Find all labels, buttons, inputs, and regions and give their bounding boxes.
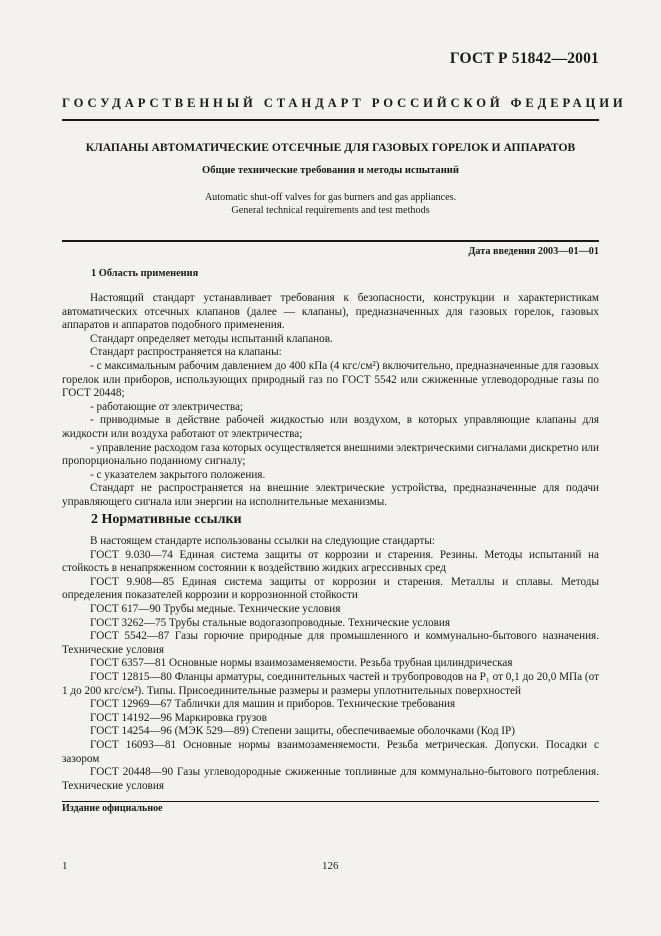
reference-item: ГОСТ 14192—96 Маркировка грузов [90,711,267,724]
title-rule [62,240,599,242]
reference-item: ГОСТ 20448—90 Газы углеводородные сжиженные топливные для коммунально-бытового потребления. Технические условия [62,766,599,792]
paragraph: - работающие от электричества; [90,400,244,413]
top-rule [62,119,599,121]
section-1-heading: 1 Область применения [91,268,199,279]
reference-item: ГОСТ 12815—80 Фланцы арматуры, соединительных частей и трубопроводов на P₁ от 0,1 до 20,0 МПа (от 1 до 200 кгс/см²). Типы. Присоединительные размеры и размеры уплотнительных поверхностей [62,670,599,697]
english-title-line: General technical requirements and test methods [231,205,430,216]
reference-item: ГОСТ 16093—81 Основные нормы взаимозаменяемости. Резьба метрическая. Допуски. Посадки с зазором [62,738,599,765]
english-title-line: Automatic shut-off valves for gas burners and gas appliances. [204,192,457,203]
page-number: 1 [62,860,68,872]
reference-item: ГОСТ 14254—96 (МЭК 529—89) Степени защиты, обеспечиваемые оболочками (Код IP) [90,725,515,738]
paragraph: - приводимые в действие рабочей жидкостью или воздухом, в которых управляющие клапаны для жидкости или воздуха работают от электричества; [62,414,599,440]
section-1-body [62,292,599,510]
introduction-date: Дата введения 2003—01—01 [468,246,599,257]
document-title: КЛАПАНЫ АВТОМАТИЧЕСКИЕ ОТСЕЧНЫЕ ДЛЯ ГАЗОВЫХ ГОРЕЛОК И АППАРАТОВ [85,141,576,154]
gost-code: ГОСТ Р 51842—2001 [449,50,599,67]
reference-item: ГОСТ 12969—67 Таблички для машин и приборов. Технические требования [90,698,456,711]
paragraph: - с максимальным рабочим давлением до 400 кПа (4 кгс/см²) включительно, предназначенные для газовых горелок или приборов, использующих природный газ по ГОСТ 5542 или сжиженные углеводородные газы по ГОСТ 20448; [62,359,599,400]
state-standard-banner: ГОСУДАРСТВЕННЫЙ СТАНДАРТ РОССИЙСКОЙ ФЕДЕРАЦИИ [62,96,627,110]
paragraph: Настоящий стандарт устанавливает требования к безопасности, конструкции и характеристикам автоматических отсечных клапанов (далее — клапаны), предназначенных для газовых горелок, газовых аппаратов и аппаратов подобного применения. [62,292,599,332]
reference-item: ГОСТ 6357—81 Основные нормы взаимозаменяемости. Резьба трубная цилиндрическая [90,657,513,670]
paragraph: В настоящем стандарте использованы ссылки на следующие стандарты: [90,535,435,547]
paragraph: - управление расходом газа которых осуществляется внешними электрическими сигналами дискретно или пропорционально поданному сигналу; [62,441,599,468]
paragraph: - с указателем закрытого положения. [90,468,266,481]
section-2-heading: 2 Нормативные ссылки [91,512,242,527]
reference-item: ГОСТ 5542—87 Газы горючие природные для промышленного и коммунально-бытового назначения. Технические условия [62,630,599,656]
reference-item: ГОСТ 617—90 Трубы медные. Технические условия [90,602,341,615]
paragraph: Стандарт определяет методы испытаний клапанов. [90,332,333,345]
reference-item: ГОСТ 9.030—74 Единая система защиты от коррозии и старения. Резины. Методы испытаний на стойкость в ненапряженном состоянии к воздействию жидких агрессивных сред [62,548,599,575]
document-subtitle: Общие технические требования и методы испытаний [201,165,460,176]
footer-rule [62,801,599,802]
sheet-number: 126 [322,860,339,872]
section-2-body [62,535,599,793]
english-title [62,191,599,217]
reference-item: ГОСТ 9.908—85 Единая система защиты от коррозии и старения. Металлы и сплавы. Методы определения показателей коррозии и коррозионной стойкости [62,575,599,602]
official-edition-label: Издание официальное [62,803,163,814]
reference-item: ГОСТ 3262—75 Трубы стальные водогазопроводные. Технические условия [90,616,450,629]
paragraph: Стандарт не распространяется на внешние электрические устройства, предназначенные для подачи управляющего сигнала или энергии на исполнительные механизмы. [62,482,599,508]
paragraph: Стандарт распространяется на клапаны: [90,346,282,359]
